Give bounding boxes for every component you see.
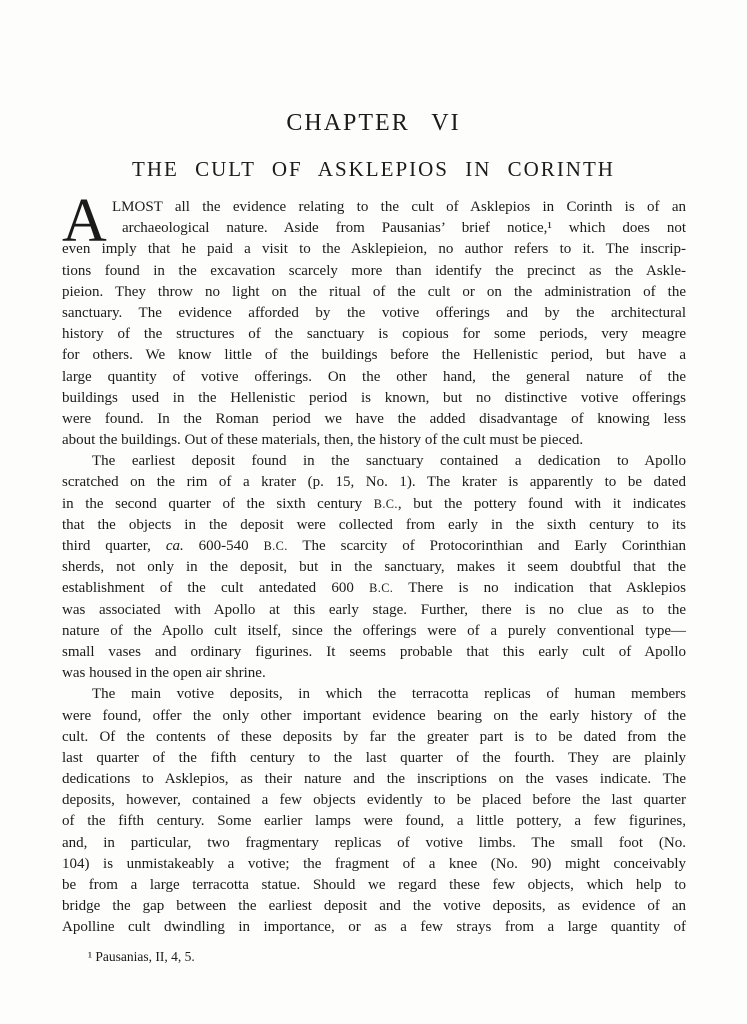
text-line: Apolline cult dwindling in importance, or as a few strays from a large quantity of — [62, 919, 686, 936]
text-line: was housed in the open air shrine. — [62, 665, 266, 682]
paragraph — [62, 451, 686, 684]
text-line: bridge the gap between the earliest deposit and the votive deposits, as evidence of an — [62, 898, 686, 915]
text-line: sanctuary. The evidence afforded by the votive offerings and by the architectural — [62, 304, 686, 321]
chapter-title: THE CULT OF ASKLEPIOS IN CORINTH — [132, 157, 615, 181]
text-line: for others. We know little of the buildings before the Hellenistic period, but have a — [62, 347, 686, 364]
text-line: dedications to Asklepios, as their nature and the inscriptions on the vases indicate. The — [62, 771, 686, 788]
text-line: sherds, not only in the deposit, but in the sanctuary, makes it seem doubtful that the — [62, 559, 686, 576]
text-line: be from a large terracotta statue. Should we regard these few objects, which help to — [62, 877, 686, 893]
text-line: small vases and ordinary figurines. It seems probable that this early cult of Apollo — [62, 643, 686, 660]
text-line: 104) is unmistakeably a votive; the fragment of a knee (No. 90) might conceivably — [62, 855, 686, 872]
text-line: tions found in the excavation scarcely more than identify the precinct as the Askle- — [62, 262, 686, 279]
text-line: third quarter, ca. 600-540 B.C. The scarcity of Protocorinthian and Early Corinthian — [62, 538, 687, 554]
footnote: ¹ Pausanias, II, 4, 5. — [88, 949, 195, 964]
text-line: pieion. They throw no light on the ritual of the cult or on the administration of the — [62, 283, 686, 300]
text-line: history of the structures of the sanctuary is copious for some periods, very meagre — [62, 326, 686, 343]
body-text — [62, 187, 687, 939]
text-line: in the second quarter of the sixth century B.C., but the pottery found with it indicates — [62, 495, 686, 512]
text-line: The main votive deposits, in which the terracotta replicas of human members — [92, 686, 686, 703]
text-line: LMOST all the evidence relating to the cult of Asklepios in Corinth is of an — [112, 199, 686, 215]
text-line: deposits, however, contained a few objects evidently to be placed before the last quarter — [62, 792, 686, 809]
text-line: archaeological nature. Aside from Pausanias’ brief notice,¹ which does not — [122, 220, 686, 237]
text-line: scratched on the rim of a krater (p. 15, No. 1). The krater is apparently to be dated — [62, 474, 686, 491]
paragraph — [62, 684, 686, 938]
text-line: buildings used in the Hellenistic period is known, but no distinctive votive offerings — [62, 389, 686, 406]
text-line: that the objects in the deposit were collected from early in the sixth century to its — [62, 516, 686, 533]
text-line: was associated with Apollo at this early stage. Further, there is no clue as to the — [62, 601, 686, 618]
paragraph — [62, 187, 686, 451]
text-line: last quarter of the fifth century to the last quarter of the fourth. They are plainly — [62, 749, 686, 766]
chapter-heading: CHAPTER VI — [286, 110, 461, 136]
text-line: were found. In the Roman period we have the added disadvantage of knowing less — [62, 410, 686, 427]
text-line: nature of the Apollo cult itself, since the offerings were of a purely conventional type— — [62, 622, 686, 639]
text-line: establishment of the cult antedated 600 B.C. There is no indication that Asklepios — [62, 580, 686, 597]
text-line: were found, offer the only other important evidence bearing on the early history of the — [62, 707, 686, 724]
text-line: about the buildings. Out of these materials, then, the history of the cult must be pieced. — [62, 432, 584, 449]
text-line: large quantity of votive offerings. On the other hand, the general nature of the — [62, 368, 686, 385]
text-line: and, in particular, two fragmentary replicas of votive limbs. The small foot (No. — [62, 834, 686, 851]
text-line: cult. Of the contents of these deposits by far the greater part is to be dated from the — [62, 728, 686, 745]
text-line: even imply that he paid a visit to the Asklepieion, no author refers to it. The inscrip- — [62, 241, 686, 258]
drop-cap: A — [62, 187, 107, 255]
text-line: The earliest deposit found in the sanctuary contained a dedication to Apollo — [92, 453, 686, 470]
text-line: of the fifth century. Some earlier lamps were found, a little pottery, a few figurines, — [62, 813, 686, 830]
